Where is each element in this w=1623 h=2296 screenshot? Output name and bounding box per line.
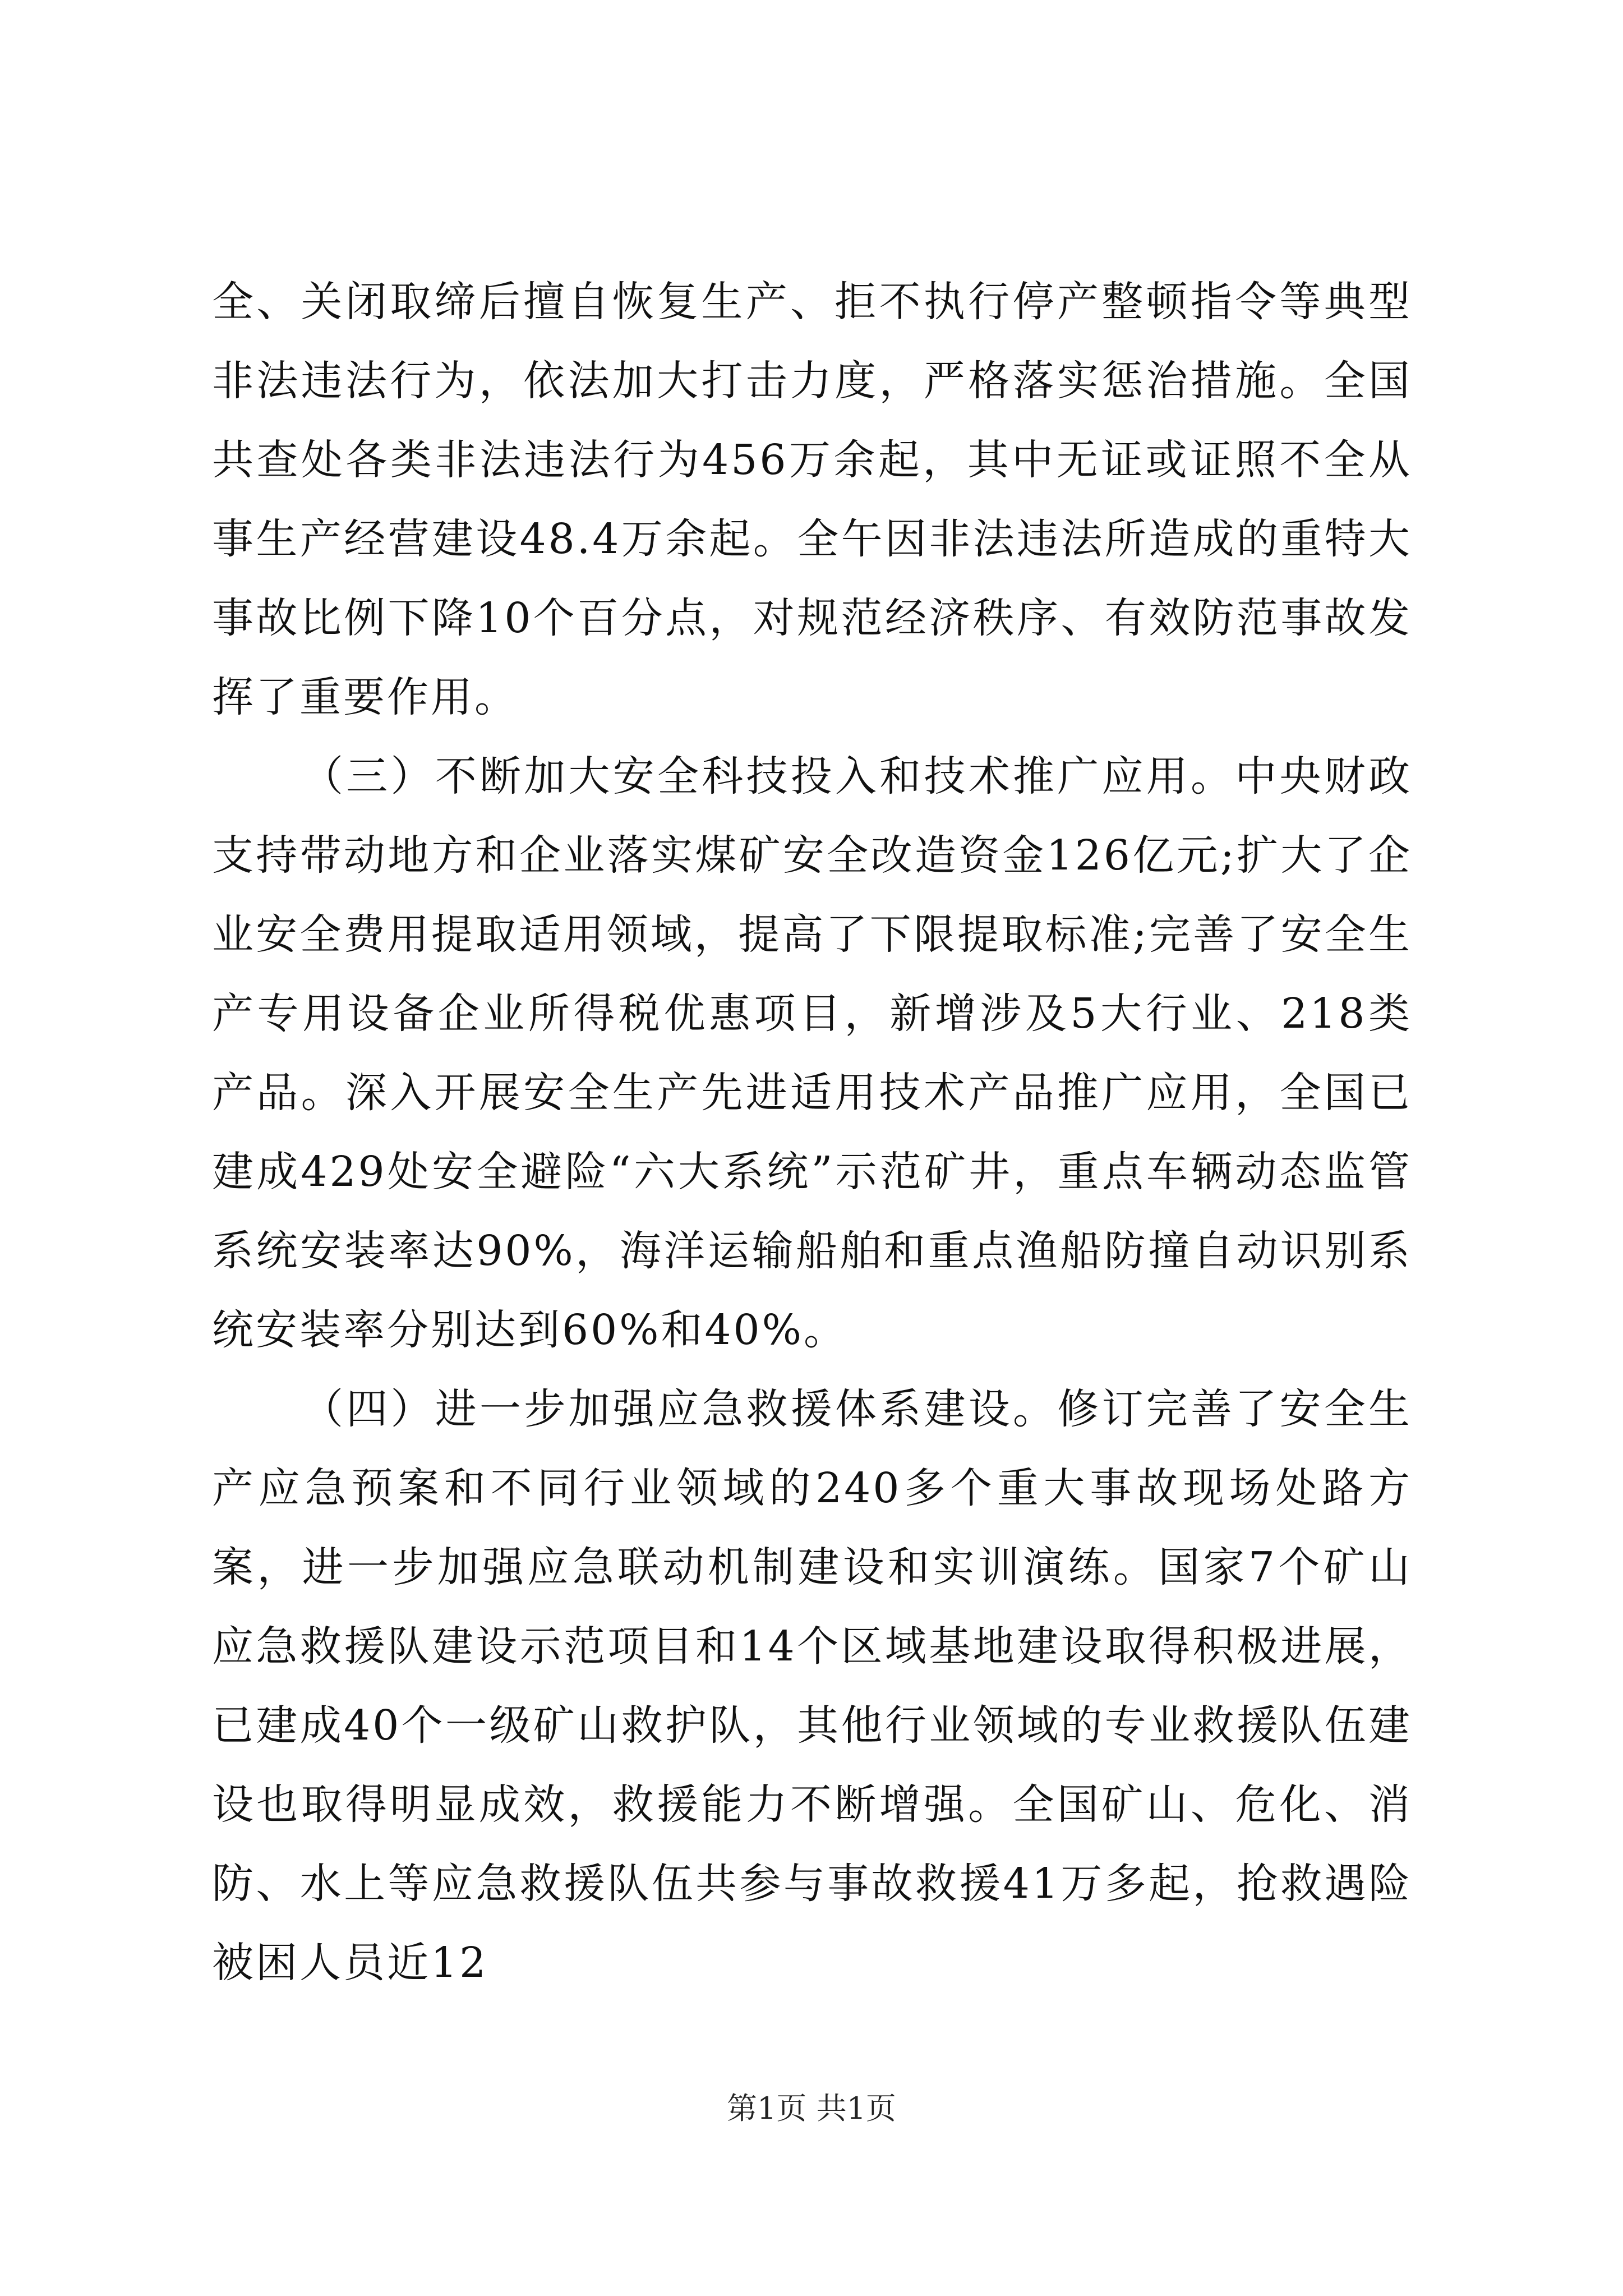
paragraph-section-four: （四）进一步加强应急救援体系建设。修订完善了安全生产应急预案和不同行业领域的240多个重大事故现场处路方案，进一步加强应急联动机制建设和实训演练。国家7个矿山应急救援队建设示范项目和14个区域基地建设取得积极进展，已建成40个一级矿山救护队，其他行业领域的专业救援队伍建设也取得明显成效，救援能力不断增强。全国矿山、危化、消防、水上等应急救援队伍共参与事故救援41万多起，抢救遇险被困人员近12 (212, 1385, 1412, 1987)
paragraph-continued: 全、关闭取缔后擅自恢复生产、拒不执行停产整顿指令等典型非法违法行为，依法加大打击力度，严格落实惩治措施。全国共查处各类非法违法行为456万余起，其中无证或证照不全从事生产经营建设48.4万余起。全午因非法违法所造成的重特大事故比例下降10个百分点，对规范经济秩序、有效防范事故发挥了重要作用。 (212, 278, 1412, 721)
document-body (212, 263, 1412, 2003)
page-footer: 第1页 共1页 (727, 2091, 896, 2126)
paragraph-section-three: （三）不断加大安全科技投入和技术推广应用。中央财政支持带动地方和企业落实煤矿安全改造资金126亿元;扩大了企业安全费用提取适用领域，提高了下限提取标准;完善了安全生产专用设备企业所得税优惠项目，新增涉及5大行业、218类产品。深入开展安全生产先进适用技术产品推广应用，全国已建成429处安全避险“六大系统”示范矿井，重点车辆动态监管系统安装率达90%，海洋运输船舶和重点渔船防撞自动识别系统安装率分别达到60%和40%。 (212, 752, 1412, 1354)
